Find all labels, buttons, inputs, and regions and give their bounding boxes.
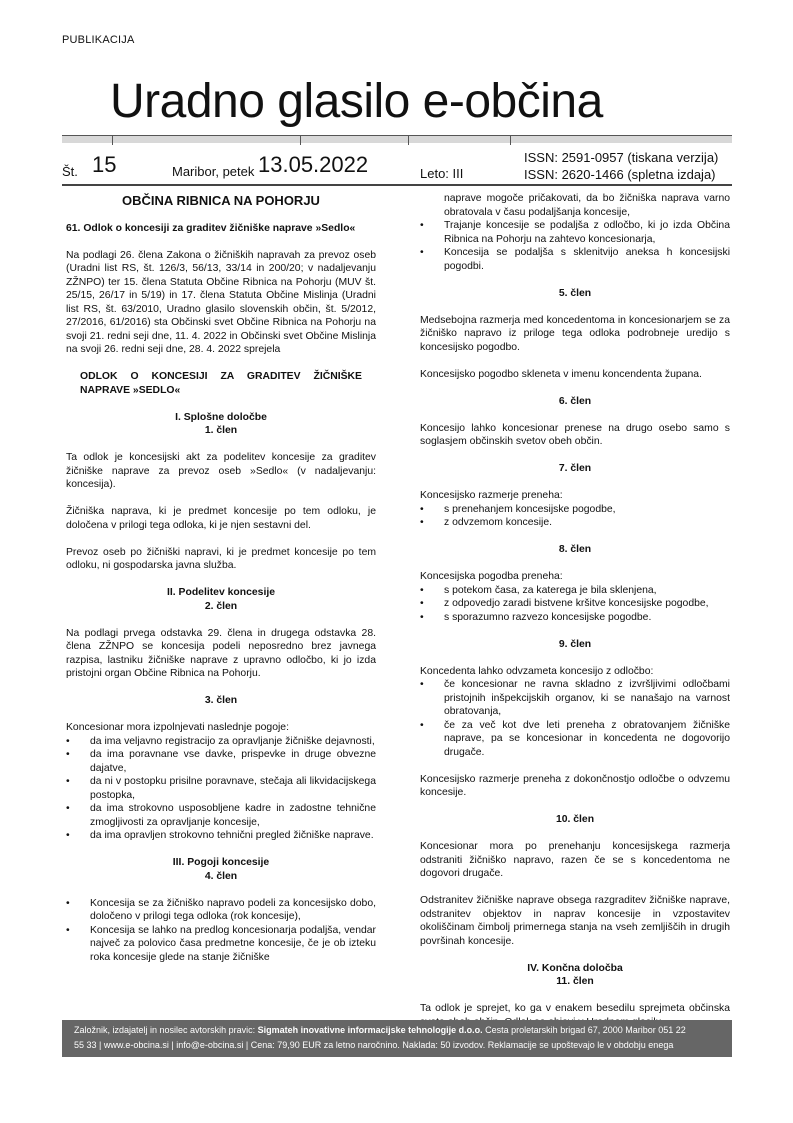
part-1-title: I. Splošne določbe xyxy=(175,411,267,423)
article-title: 61. Odlok o koncesiji za graditev žičniške naprave »Sedlo« xyxy=(66,222,356,234)
article-11-heading: 11. člen xyxy=(556,976,594,987)
article-7-intro: Koncesijsko razmerje preneha: xyxy=(420,490,563,501)
article-4-heading: 4. člen xyxy=(204,870,238,882)
article-1-paragraph: Ta odlok je koncesijski akt za podelitev koncesije za graditev žičniške naprave za prevoz oseb »Sedlo« (v nadaljevanju: koncesija). xyxy=(66,452,376,490)
article-4-list xyxy=(66,897,376,965)
issn-web: ISSN: 2620-1466 (spletna izdaja) xyxy=(524,167,716,182)
rule-tick xyxy=(300,135,301,145)
list-item: • z odpovedjo zaradi bistvene kršitve koncesijske pogodbe, xyxy=(420,597,730,611)
part-4-title: IV. Končna določba xyxy=(527,962,623,974)
rule-tick xyxy=(510,135,511,145)
list-item: • s sporazumno razvezo koncesijske pogodbe. xyxy=(420,611,730,625)
list-item: • da ima opravljen strokovno tehnični pregled žičniške naprave. xyxy=(66,829,376,843)
list-item: • da ima poravnane vse davke, prispevke in druge obvezne dajatve, xyxy=(66,748,376,775)
list-item: • z odvzemom koncesije. xyxy=(420,516,730,530)
list-item: • s prenehanjem koncesijske pogodbe, xyxy=(420,503,730,517)
article-6-heading: 6. člen xyxy=(558,395,592,407)
issn-print: ISSN: 2591-0957 (tiskana verzija) xyxy=(524,150,719,165)
article-9-paragraph: Koncesijsko razmerje preneha z dokončnostjo odločbe o odvzemu koncesije. xyxy=(420,773,730,798)
article-9-heading: 9. člen xyxy=(558,638,592,650)
article-2-paragraph: Na podlagi prvega odstavka 29. člena in drugega odstavka 28. člena ZŽNPO se koncesija podeli neposredno brez javnega razpisa, lastniku žičniške naprave z upravno odločbo, ki jo izda pristojni organ Občine Ribnica na Pohorju. xyxy=(66,627,376,679)
list-item: • če koncesionar ne ravna skladno z izvršljivimi odločbami pristojnih inšpekcijskih organov, ki se nanašajo na varnost obratovanja, xyxy=(420,678,730,719)
footer-publisher-label: Založnik, izdajatelj in nosilec avtorskih pravic: xyxy=(74,1025,256,1035)
article-5-paragraph: Koncesijsko pogodbo skleneta v imenu koncendenta župana. xyxy=(420,368,702,380)
article-8-intro: Koncesijska pogodba preneha: xyxy=(420,571,563,582)
publication-label: PUBLIKACIJA xyxy=(62,34,135,46)
article-6-paragraph: Koncesijo lahko koncesionar prenese na drugo osebo samo s soglasjem občinskih svetov obeh občin. xyxy=(420,422,730,447)
footer-line-2: 55 33 | www.e-obcina.si | info@e-obcina.si | Cena: 79,90 EUR za letno naročnino. Naklada: 50 izvodov. Reklamacije se upoštevajo le v obdobju enega xyxy=(74,1040,674,1050)
article-2-heading: 2. člen xyxy=(204,600,238,612)
issue-label: Št. xyxy=(62,164,78,179)
decree-title: ODLOK O KONCESIJI ZA GRADITEV ŽIČNIŠKE NAPRAVE »SEDLO« xyxy=(80,371,362,396)
municipality-title: OBČINA RIBNICA NA POHORJU xyxy=(122,193,320,208)
list-item: • če za več kot dve leti preneha z obratovanjem žičniške naprave, pa se koncesionar in koncedenta ne dogovorijo drugače. xyxy=(420,719,730,760)
article-10-heading: 10. člen xyxy=(555,814,595,825)
list-item: • s potekom časa, za katerega je bila sklenjena, xyxy=(420,584,730,598)
article-11-paragraph: Ta odlok je sprejet, ko ga v enakem besedilu sprejmeta občinska xyxy=(420,1003,730,1014)
article-9-intro: Koncedenta lahko odvzameta koncesijo z odločbo: xyxy=(420,665,654,677)
article-1-paragraph: Prevoz oseb po žičniški napravi, ki je predmet koncesije po tem odloku, ni gospodarska javna služba. xyxy=(66,546,376,571)
article-10-paragraph: Odstranitev žičniške naprave obsega razgraditev žičniške naprave, odstranitev objektov in naprav koncesije in vzpostavitev okoliščinam čimbolj primernega stanja na vseh zemljiščih in drugih površinah koncesije. xyxy=(420,895,730,947)
masthead-rule xyxy=(62,135,732,143)
list-item: • da ni v postopku prisilne poravnave, stečaja ali likvidacijskega postopka, xyxy=(66,775,376,802)
article-7-list xyxy=(420,503,730,530)
list-item: • Koncesija se podaljša s sklenitvijo aneksa h koncesijski pogodbi. xyxy=(420,246,730,273)
article-3-heading: 3. člen xyxy=(204,695,238,706)
article-3-intro: Koncesionar mora izpolnjevati naslednje pogoje: xyxy=(66,722,289,733)
right-column xyxy=(420,192,730,1043)
intro-paragraph: Na podlagi 26. člena Zakona o žičniških napravah za prevoz oseb (Uradni list RS, št. 126/3, 56/13, 33/14 in 200/20; v nadaljevanju ZŽNPO) ter 15. člena Statuta Občine Ribnica na Pohorju (MUV št. 25/15, 26/17 in 5/19) in 17. člena Statuta Občine Mislinja (Uradni list RS, št. 63/2010, Uradno glasilo slovenskih občin, št. 5/2012, 27/2016, 61/2016) sta Občinski svet Občine Ribnica na Pohorju na svoji 21. redni seji dne, 11. 4. 2022 in Občinski svet Občine Mislinja na svoji 26. redni seji dne, 28. 4. 2022 sprejela xyxy=(66,249,376,355)
article-1-heading: 1. člen xyxy=(204,425,238,436)
article-5-paragraph: Medsebojna razmerja med koncedentoma in koncesionarjem se za žičniško napravo iz priloge tega odloka podrobneje uredijo s koncesijsko pogodbo. xyxy=(420,314,730,353)
part-2-title: II. Podelitev koncesije xyxy=(167,587,275,598)
list-item: • Trajanje koncesije se podaljša z odločbo, ki jo izda Občina Ribnica na Pohorju na zahtevo koncesionarja, xyxy=(420,219,730,246)
article-5-heading: 5. člen xyxy=(558,287,592,299)
left-column xyxy=(66,188,376,978)
article-10-paragraph: Koncesionar mora po prenehanju koncesijskega razmerja odstraniti žičniško napravo, razen če se s koncedentoma ne dogovori drugače. xyxy=(420,841,730,879)
masthead-title: Uradno glasilo e-občina xyxy=(110,75,603,128)
year-label: Leto: III xyxy=(420,166,464,181)
article-7-heading: 7. člen xyxy=(558,463,592,474)
rule-tick xyxy=(112,135,113,145)
article-8-list xyxy=(420,584,730,625)
footer-address: Cesta proletarskih brigad 67, 2000 Maribor 051 22 xyxy=(485,1025,686,1035)
article-9-list xyxy=(420,678,730,759)
rule-tick xyxy=(408,135,409,145)
footer-line-1 xyxy=(74,1023,720,1038)
footer-company: Sigmateh inovativne informacijske tehnologije d.o.o. xyxy=(257,1025,483,1035)
part-3-title: III. Pogoji koncesije xyxy=(172,857,270,868)
issue-number: 15 xyxy=(92,152,117,177)
list-item: • da ima strokovno usposobljene kadre in zadostne tehnične zmogljivosti za opravljanje koncesije, xyxy=(66,802,376,829)
article-4-list-continued xyxy=(420,219,730,273)
date-value: 13.05.2022 xyxy=(258,152,369,177)
list-item: • da ima veljavno registracijo za opravljanje žičniške dejavnosti, xyxy=(66,735,376,749)
article-3-list xyxy=(66,735,376,843)
article-8-heading: 8. člen xyxy=(558,544,592,555)
publisher-footer xyxy=(62,1020,732,1057)
article-1-paragraph: Žičniška naprava, ki je predmet koncesije po tem odloku, je določena v prilogi tega odloka, ki je njen sestavni del. xyxy=(66,506,376,531)
issue-rule xyxy=(62,184,732,186)
list-item: • Koncesija se za žičniško napravo podeli za koncesijsko dobo, določeno v prilogi tega odloka (rok koncesije), xyxy=(66,897,376,924)
list-item: • Koncesija se lahko na predlog koncesionarja podaljša, vendar največ za polovico časa predmetne koncesije, če je ob izteku roka koncesije glede na stanje žičniške xyxy=(66,924,376,965)
date-label: Maribor, petek xyxy=(172,164,255,179)
article-4-continuation: naprave mogoče pričakovati, da bo žičniška naprava varno obratovala v času podaljšanja koncesije, xyxy=(444,193,730,218)
